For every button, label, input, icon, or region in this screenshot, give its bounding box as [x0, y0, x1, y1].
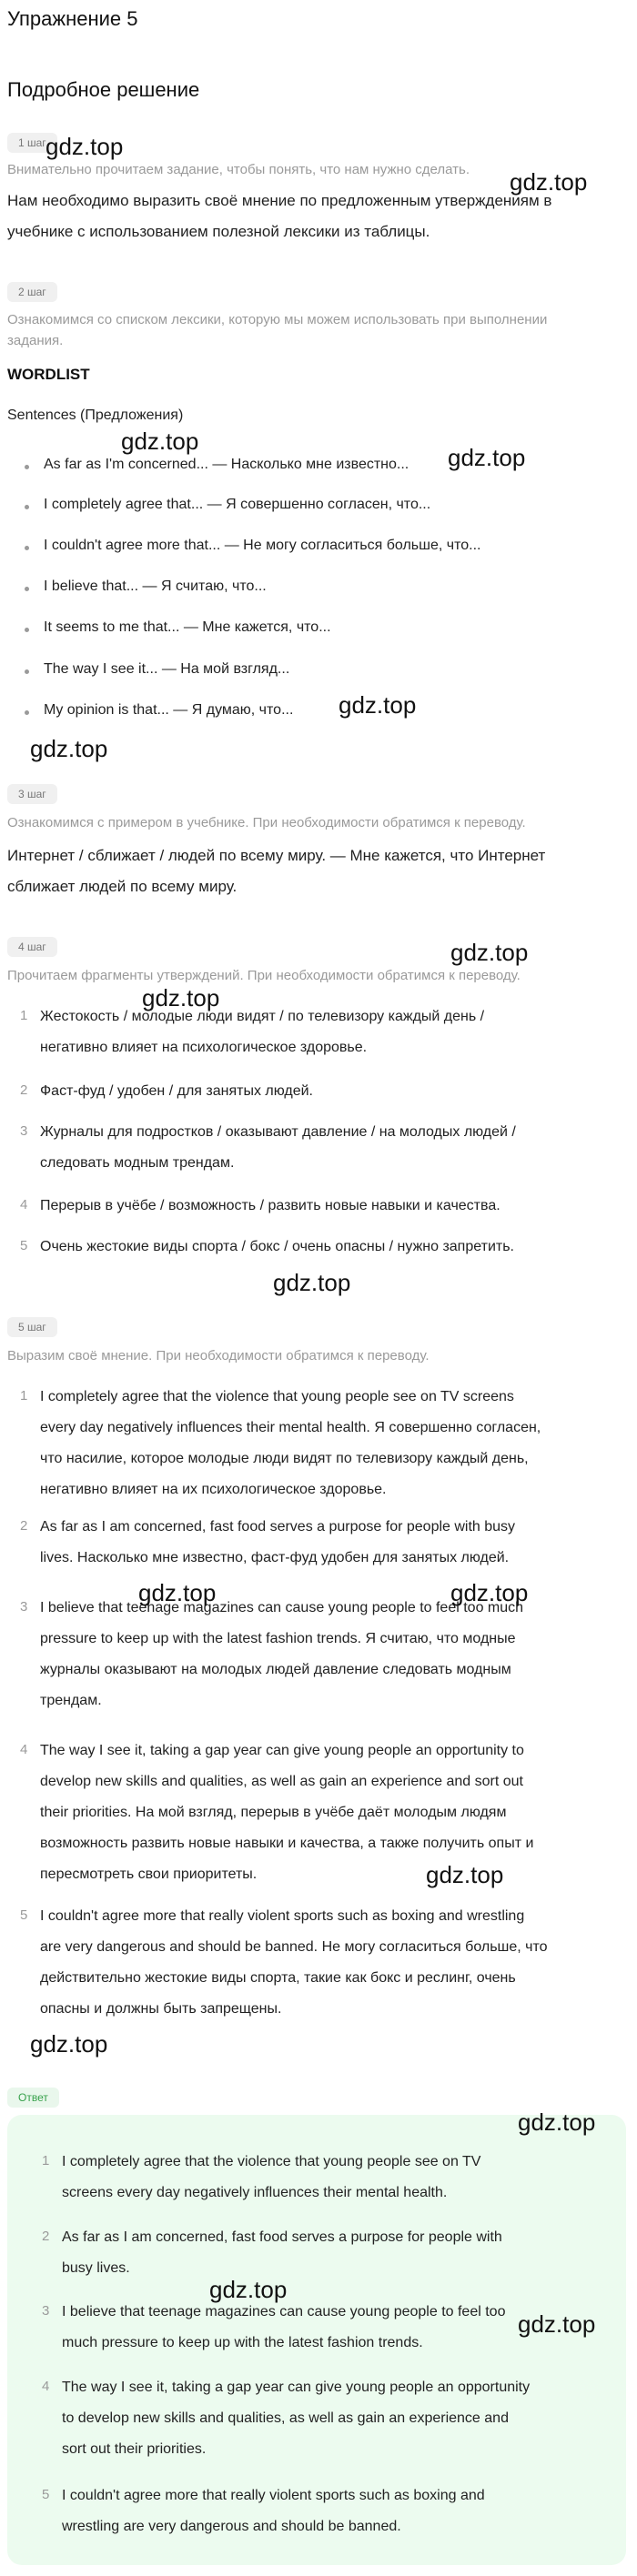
list-item: It seems to me that... — Мне кажется, что...: [44, 619, 331, 635]
item-number: 5: [20, 1238, 28, 1253]
text-line: screens every day negatively influences their mental health.: [62, 2185, 448, 2200]
item-number: 3: [20, 1599, 28, 1615]
watermark: gdz.top: [142, 984, 220, 1011]
watermark: gdz.top: [448, 444, 526, 471]
watermark: gdz.top: [209, 2276, 288, 2303]
item-number: 4: [42, 2379, 50, 2394]
list-item: My opinion is that... — Я думаю, что...: [44, 702, 294, 718]
text-line: their priorities. На мой взгляд, перерыв в учёбе даёт молодым людям: [40, 1805, 507, 1820]
watermark: gdz.top: [273, 1269, 351, 1296]
text-line: возможность развить новые навыки и качества, а также получить опыт и: [40, 1836, 534, 1851]
step-1-hint: Внимательно прочитаем задание, чтобы понять, что нам нужно сделать.: [7, 162, 470, 177]
item-number: 4: [20, 1742, 28, 1757]
text-line: much pressure to keep up with the latest fashion trends.: [62, 2335, 423, 2350]
item-number: 5: [20, 1907, 28, 1923]
step-3-text: [7, 840, 545, 902]
text-line: I couldn't agree more that really violent sports such as boxing and: [62, 2488, 485, 2503]
step-2-hint: [7, 309, 547, 351]
list-item: I couldn't agree more that... — Не могу согласиться больше, что...: [44, 538, 481, 553]
watermark: gdz.top: [450, 1579, 529, 1606]
item-number: 1: [20, 1388, 28, 1404]
item-text: [40, 1191, 500, 1222]
item-text: [40, 1901, 548, 2025]
watermark: gdz.top: [138, 1579, 217, 1606]
watermark: gdz.top: [518, 2310, 596, 2338]
item-text: [40, 1232, 514, 1263]
item-text: [62, 2147, 480, 2209]
text-line: Нам необходимо выразить своё мнение по предложенным утверждениям в: [7, 192, 552, 209]
watermark: gdz.top: [46, 133, 124, 160]
list-item: I believe that... — Я считаю, что...: [44, 579, 267, 594]
text-line: As far as I am concerned, fast food serves a purpose for people with busy: [40, 1519, 516, 1535]
step-2-label: 2 шаг: [7, 282, 57, 302]
text-line: I couldn't agree more that really violent sports such as boxing and wrestling: [40, 1908, 525, 1924]
text-line: sort out their priorities.: [62, 2441, 207, 2457]
step-4-hint: Прочитаем фрагменты утверждений. При необходимости обратимся к переводу.: [7, 968, 521, 983]
answer-label: Ответ: [7, 2088, 59, 2108]
item-text: [62, 2372, 530, 2465]
text-line: I completely agree that the violence that young people see on TV screens: [40, 1389, 514, 1404]
text-line: As far as I am concerned, fast food serves a purpose for people with: [62, 2229, 502, 2245]
watermark: gdz.top: [450, 939, 529, 966]
step-1-text: [7, 186, 551, 247]
text-line: опасны и должны быть запрещены.: [40, 2001, 282, 2017]
text-line: Перерыв в учёбе / возможность / развить новые навыки и качества.: [40, 1198, 500, 1213]
text-line: The way I see it, taking a gap year can give young people an opportunity: [62, 2380, 531, 2395]
item-number: 3: [20, 1123, 28, 1139]
item-text: [40, 1593, 523, 1716]
text-line: действительно жестокие виды спорта, такие как бокс и реслинг, очень: [40, 1970, 516, 1986]
text-line: are very dangerous and should be banned. Не могу согласиться больше, что: [40, 1939, 548, 1955]
text-line: I believe that teenage magazines can cause young people to feel too: [62, 2304, 506, 2319]
page-title: Упражнение 5: [7, 7, 138, 30]
item-text: [40, 1382, 541, 1505]
text-line: to develop new skills and qualities, as well as gain an experience and: [62, 2410, 509, 2426]
item-text: [62, 2480, 485, 2542]
watermark: gdz.top: [30, 2030, 108, 2058]
text-line: Журналы для подростков / оказывают давление / на молодых людей /: [40, 1124, 516, 1140]
item-number: 1: [20, 1008, 28, 1023]
text-line: I completely agree that the violence that young people see on TV: [62, 2154, 481, 2169]
item-text: [40, 1117, 516, 1179]
text-line: every day negatively influences their mental health. Я совершенно согласен,: [40, 1420, 541, 1435]
text-line: негативно влияет на психологическое здоровье.: [40, 1040, 368, 1055]
solution-subtitle: Подробное решение: [7, 78, 200, 101]
text-line: журналы оказывают на молодых людей давление следовать модным: [40, 1662, 511, 1677]
text-line: сближает людей по всему миру.: [7, 878, 238, 895]
step-3-hint: Ознакомимся с примером в учебнике. При необходимости обратимся к переводу.: [7, 815, 526, 830]
text-line: I believe that teenage magazines can cause young people to feel too much: [40, 1600, 524, 1615]
list-item: As far as I'm concerned... — Насколько мне известно...: [44, 457, 410, 472]
text-line: pressure to keep up with the latest fashion trends. Я считаю, что модные: [40, 1631, 516, 1646]
watermark: gdz.top: [510, 168, 588, 196]
text-line: wrestling are very dangerous and should be banned.: [62, 2519, 401, 2534]
list-item: The way I see it... — На мой взгляд...: [44, 661, 290, 677]
item-number: 3: [42, 2303, 50, 2319]
step-1-label: 1 шаг: [7, 133, 57, 153]
item-text: [62, 2297, 505, 2359]
watermark: gdz.top: [339, 691, 417, 719]
item-number: 1: [42, 2153, 50, 2168]
text-line: что насилие, которое молодые люди видят по телевизору каждый день,: [40, 1451, 529, 1466]
item-text: [40, 1512, 515, 1574]
step-4-label: 4 шаг: [7, 937, 57, 957]
item-number: 2: [20, 1082, 28, 1098]
item-text: [62, 2222, 502, 2284]
step-3-label: 3 шаг: [7, 784, 57, 804]
watermark: gdz.top: [30, 735, 108, 762]
watermark: gdz.top: [426, 1861, 504, 1888]
text-line: учебнике с использованием полезной лексики из таблицы.: [7, 223, 430, 240]
text-line: The way I see it, taking a gap year can give young people an opportunity to: [40, 1743, 524, 1758]
text-line: Жестокость / молодые люди видят / по телевизору каждый день /: [40, 1009, 485, 1024]
watermark: gdz.top: [518, 2108, 596, 2136]
step-5-hint: Выразим своё мнение. При необходимости обратимся к переводу.: [7, 1348, 430, 1363]
text-line: Очень жестокие виды спорта / бокс / очень опасны / нужно запретить.: [40, 1239, 514, 1254]
item-text: [40, 1076, 313, 1107]
text-line: Фаст-фуд / удобен / для занятых людей.: [40, 1083, 313, 1099]
item-number: 4: [20, 1197, 28, 1213]
text-line: lives. Насколько мне известно, фаст-фуд удобен для занятых людей.: [40, 1550, 510, 1565]
wordlist-title: WORDLIST: [7, 366, 90, 383]
item-number: 2: [20, 1518, 28, 1534]
step-5-label: 5 шаг: [7, 1317, 57, 1337]
text-line: негативно влияет на их психологическое здоровье.: [40, 1482, 387, 1497]
text-line: develop new skills and qualities, as well as gain an experience and sort out: [40, 1774, 523, 1789]
list-item: I completely agree that... — Я совершенно согласен, что...: [44, 497, 431, 512]
sentences-title: Sentences (Предложения): [7, 408, 184, 423]
hint-line: Ознакомимся со списком лексики, которую мы можем использовать при выполнении: [7, 312, 548, 327]
text-line: пересмотреть свои приоритеты.: [40, 1867, 258, 1882]
item-number: 2: [42, 2229, 50, 2244]
text-line: busy lives.: [62, 2260, 130, 2276]
watermark: gdz.top: [121, 428, 199, 455]
text-line: Интернет / сближает / людей по всему миру. — Мне кажется, что Интернет: [7, 847, 546, 864]
text-line: следовать модным трендам.: [40, 1155, 235, 1171]
hint-line: задания.: [7, 333, 64, 348]
item-number: 5: [42, 2487, 50, 2502]
text-line: трендам.: [40, 1693, 102, 1708]
item-text: [40, 1001, 484, 1063]
